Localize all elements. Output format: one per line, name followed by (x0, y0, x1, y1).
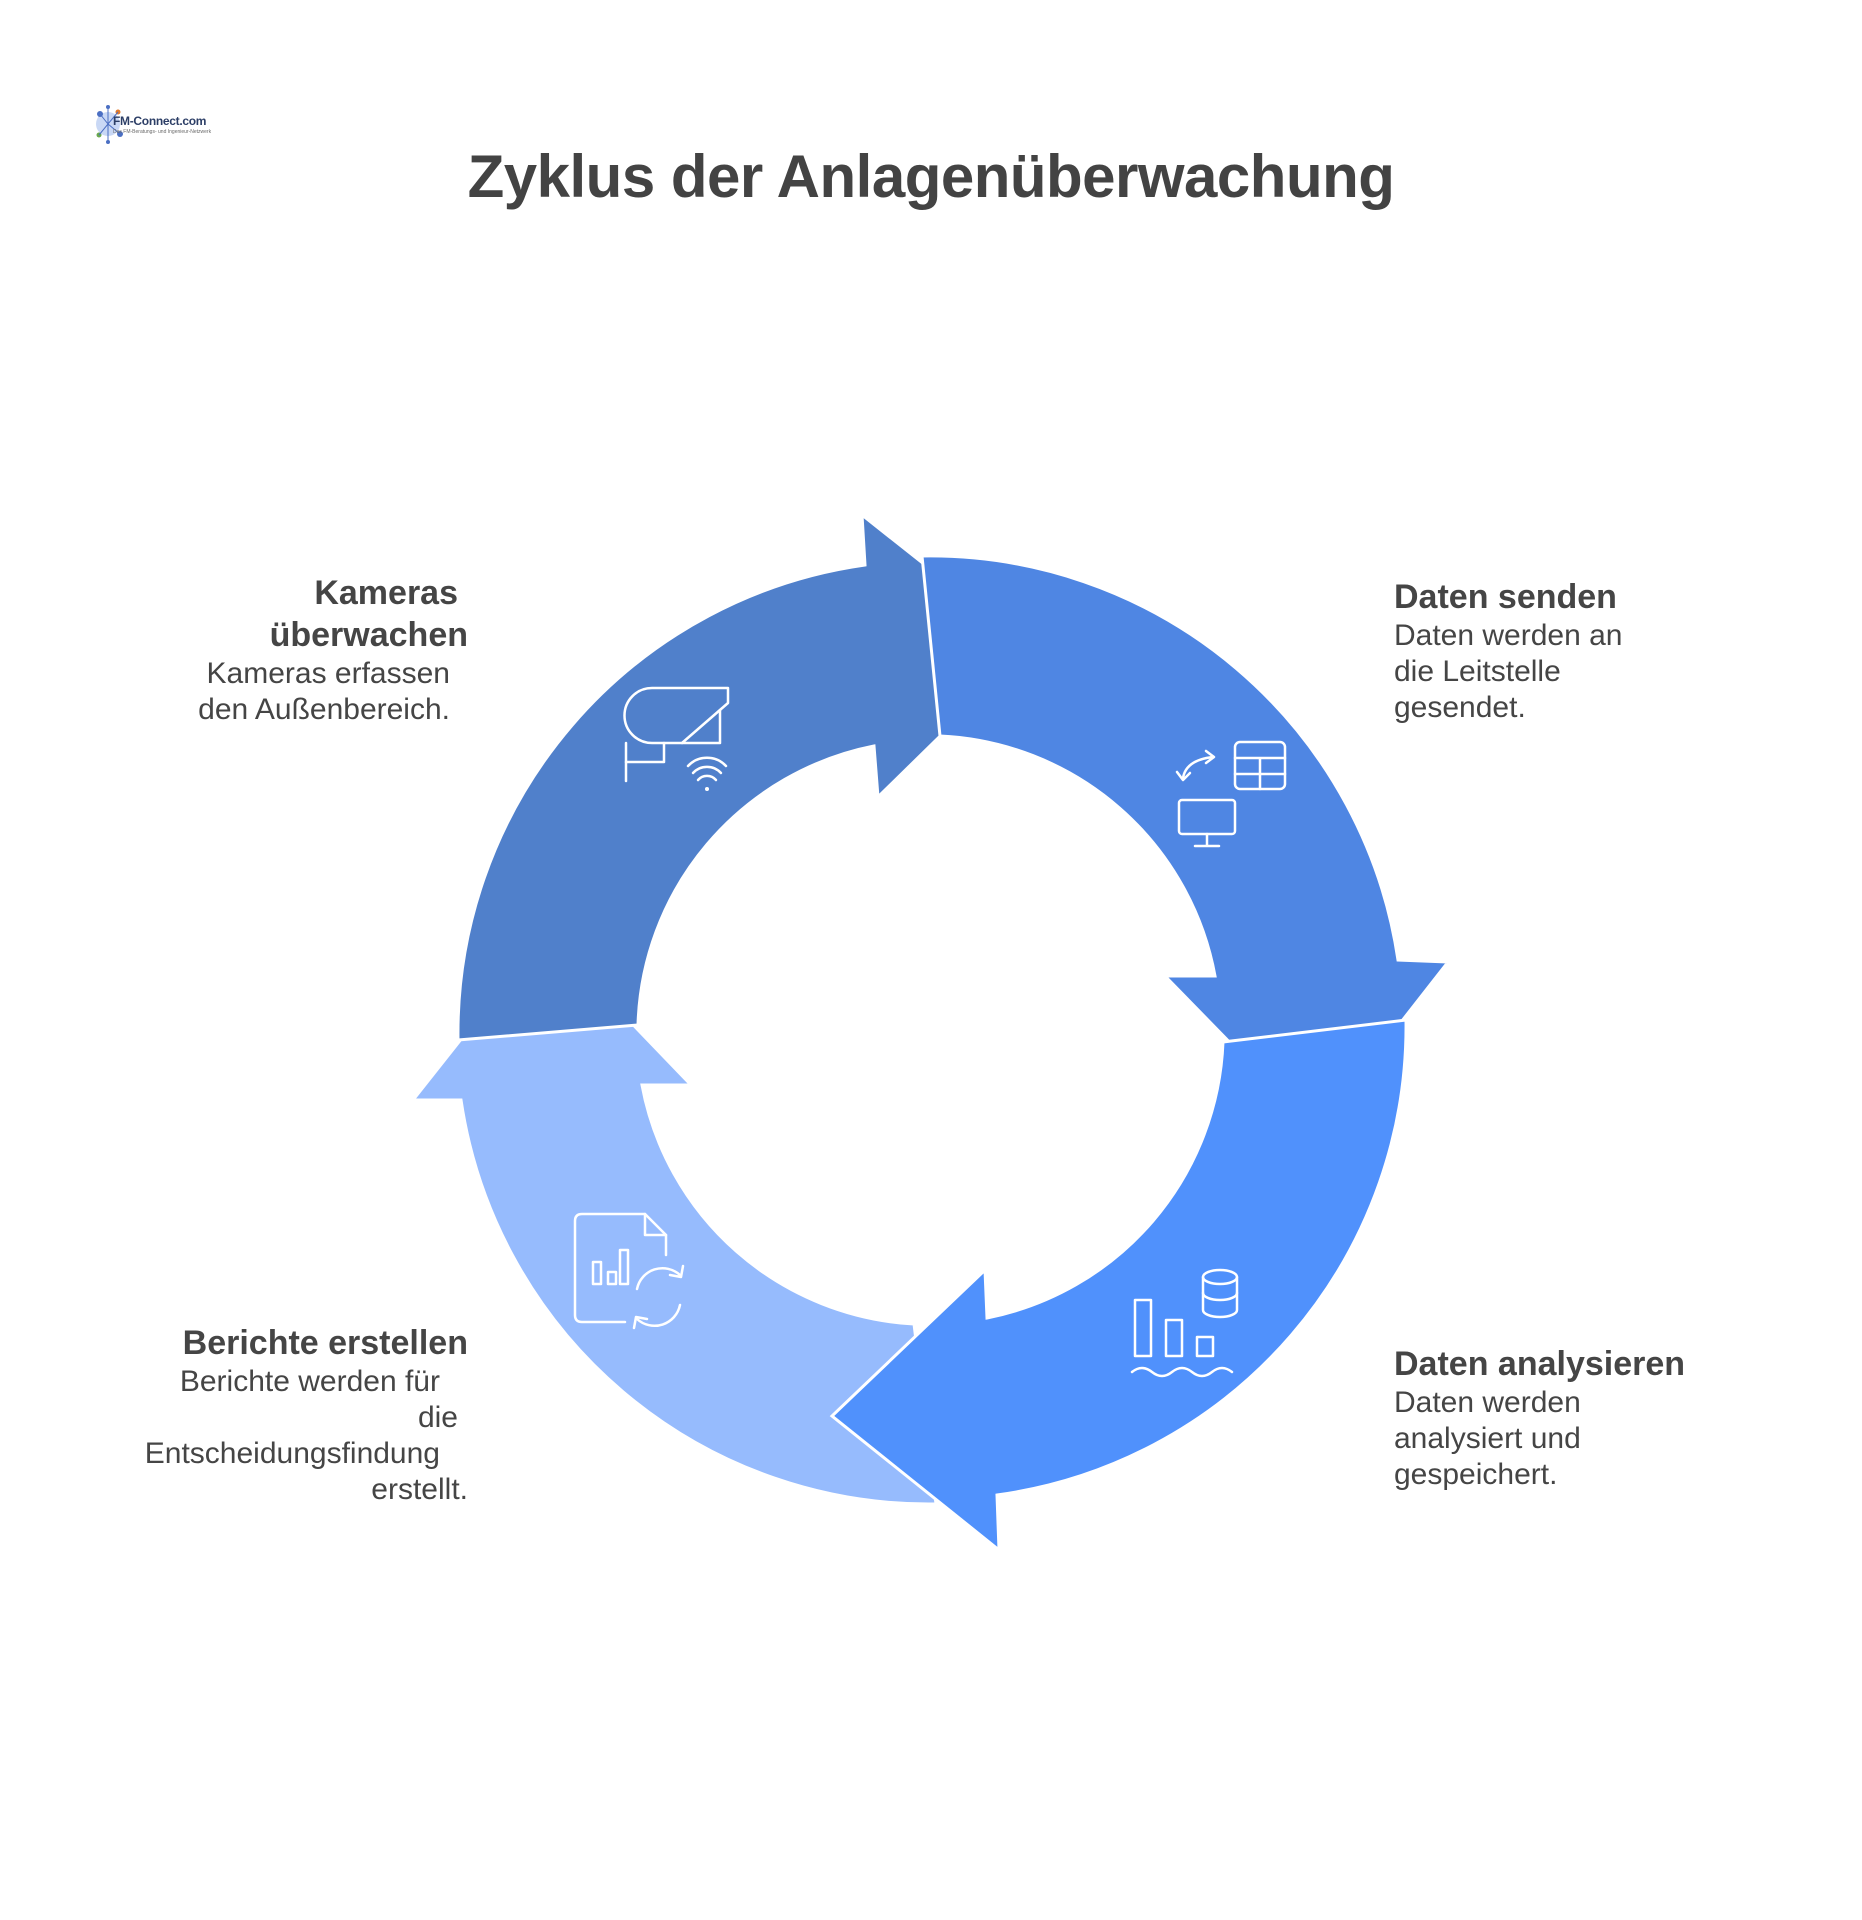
step-description-line: Entscheidungsfindung (144, 1437, 440, 1470)
step-description-line: Daten werden (1394, 1386, 1581, 1419)
step-description-line: erstellt. (371, 1473, 468, 1506)
step-title (1394, 576, 1754, 618)
step-title-line: überwachen (269, 616, 468, 654)
step-daten-senden (1394, 576, 1754, 726)
step-description-line: die Leitstelle (1394, 655, 1561, 688)
step-kameras-ueberwachen (108, 572, 468, 728)
arrow-daten-analysieren (832, 1020, 1406, 1550)
step-description-line: gespeichert. (1394, 1458, 1558, 1491)
logo-text: FM-Connect.com (113, 114, 207, 128)
step-description (1394, 1385, 1794, 1493)
step-berichte-erstellen (68, 1322, 468, 1508)
step-title-line: Daten senden (1394, 578, 1617, 616)
step-description (108, 656, 468, 728)
step-description-line: den Außenbereich. (198, 693, 450, 726)
logo-subtitle: Das FM-Beratungs- und Ingenieur-Netzwerk (113, 129, 212, 135)
step-description-line: Daten werden an (1394, 619, 1623, 652)
step-title-line: Berichte erstellen (182, 1324, 468, 1362)
step-title-line: Kameras (314, 574, 458, 612)
step-daten-analysieren (1394, 1343, 1794, 1493)
step-description-line: gesendet. (1394, 691, 1526, 724)
page-title: Zyklus der Anlagenüberwachung (467, 143, 1395, 210)
step-description (1394, 618, 1754, 726)
step-title (108, 614, 468, 656)
step-title (68, 1322, 468, 1364)
step-description-line: Berichte werden für (179, 1365, 440, 1398)
step-description-line: Kameras erfassen (206, 657, 450, 690)
step-description (68, 1364, 468, 1508)
step-description-line: die (417, 1401, 458, 1434)
step-title-line: Daten analysieren (1394, 1345, 1686, 1383)
step-title (1394, 1343, 1794, 1385)
step-description-line: analysiert und (1394, 1422, 1581, 1455)
step-title (108, 572, 468, 614)
